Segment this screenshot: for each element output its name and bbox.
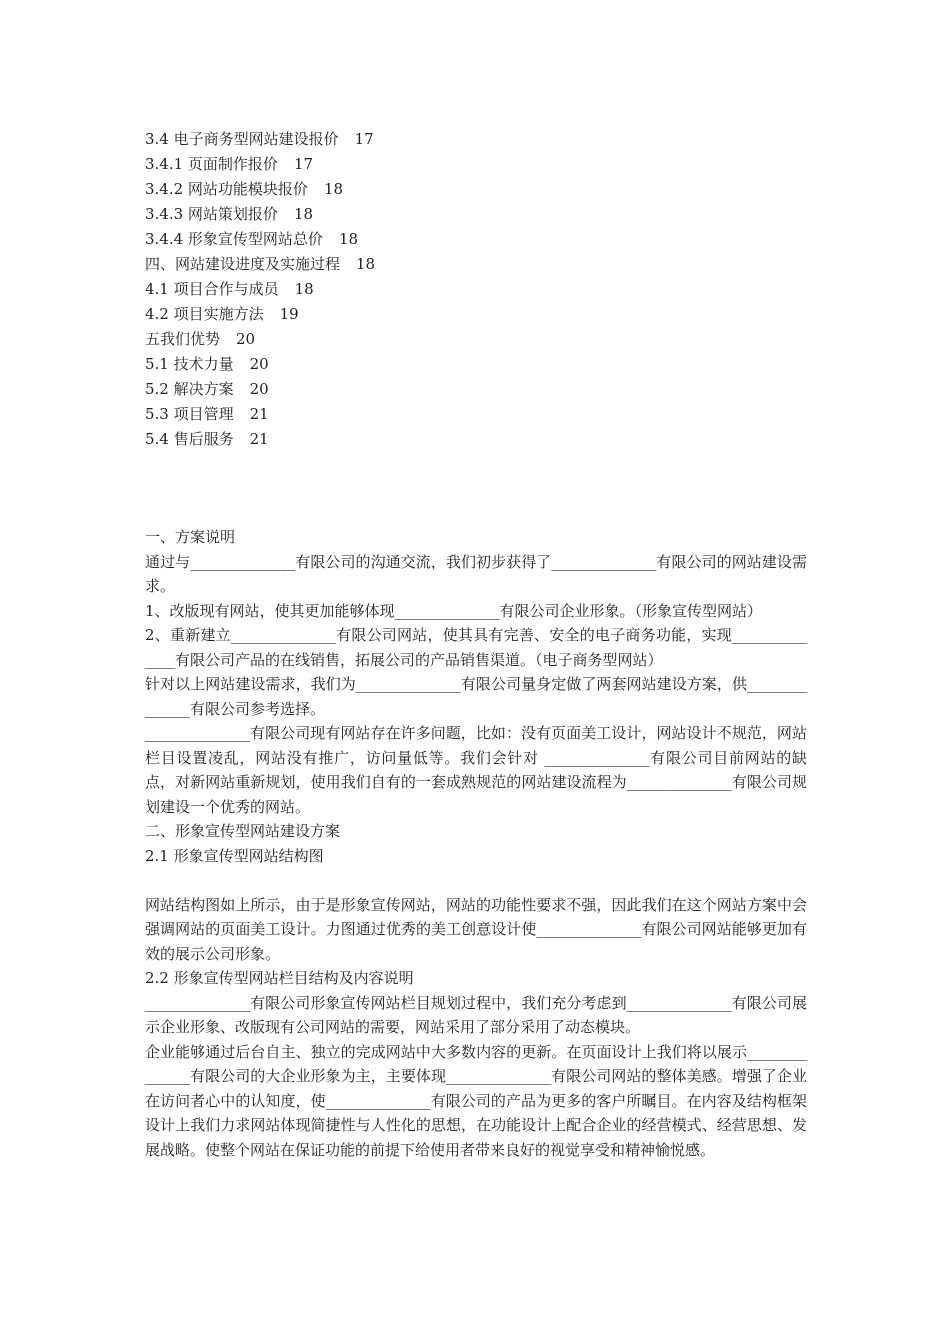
toc-entry (145, 402, 545, 427)
paragraph: 针对以上网站建设需求，我们为______________有限公司量身定做了两套网站建设方案，供______________有限公司参考选择。 (145, 675, 807, 718)
paragraph: 通过与______________有限公司的沟通交流，我们初步获得了______________有限公司的网站建设需求。 (145, 552, 807, 595)
blank-line (145, 868, 807, 893)
section-heading: 一、方案说明 (145, 528, 236, 546)
toc-entry-page: 19 (279, 305, 299, 323)
toc-entry-title: 5.3 项目管理 (145, 405, 234, 423)
toc-entry-page: 18 (293, 205, 314, 223)
paragraph: 1、改版现有网站，使其更加能够体现______________有限公司企业形象。（形象宣传型网站） (145, 601, 763, 620)
toc-entry-title: 3.4.1 页面制作报价 (145, 155, 278, 173)
toc-entry (145, 427, 545, 452)
subsection-heading: 2.2 形象宣传型网站栏目结构及内容说明 (145, 969, 414, 987)
toc-entry (145, 327, 545, 352)
toc-entry-title: 5.1 技术力量 (145, 355, 234, 373)
toc-entry-page: 17 (293, 155, 314, 173)
toc-entry-title: 4.1 项目合作与成员 (145, 280, 279, 298)
toc-entry-page: 21 (249, 430, 269, 448)
toc-entry-title: 3.4.4 形象宣传型网站总价 (145, 230, 323, 248)
paragraph: 2、重新建立______________有限公司网站，使其具有完善、安全的电子商务功能，实现______________有限公司产品的在线销售，拓展公司的产品销售渠道。（电子商务型网站） (145, 626, 807, 669)
toc-entry-title: 4.2 项目实施方法 (145, 305, 264, 323)
toc-entry-page: 20 (249, 380, 269, 398)
toc-entry-title: 3.4.3 网站策划报价 (145, 205, 278, 223)
toc-entry-title: 3.4 电子商务型网站建设报价 (145, 130, 339, 148)
toc-entry-title: 5.4 售后服务 (145, 430, 234, 448)
toc-entry (145, 152, 545, 177)
toc-entry (145, 277, 545, 302)
toc-entry-title: 五我们优势 (145, 330, 221, 348)
document-body (145, 525, 807, 1162)
toc-entry-title: 四、网站建设进度及实施过程 (145, 255, 341, 273)
toc-entry-page: 20 (249, 355, 269, 373)
toc-entry (145, 227, 545, 252)
toc-entry-page: 20 (236, 330, 256, 348)
toc-entry (145, 377, 545, 402)
toc-entry (145, 202, 545, 227)
paragraph: ______________有限公司形象宣传网站栏目规划过程中，我们充分考虑到______________有限公司展示企业形象、改版现有公司网站的需要，网站采用了部分采用了动态模块。 (145, 993, 807, 1036)
table-of-contents (145, 127, 545, 452)
toc-entry-title: 5.2 解决方案 (145, 380, 234, 398)
toc-entry-page: 21 (249, 405, 269, 423)
toc-entry (145, 177, 545, 202)
toc-entry-page: 18 (338, 230, 359, 248)
toc-entry (145, 302, 545, 327)
toc-entry-page: 17 (354, 130, 374, 148)
toc-entry-page: 18 (294, 280, 314, 298)
toc-entry (145, 252, 545, 277)
toc-entry-page: 18 (356, 255, 376, 273)
subsection-heading: 2.1 形象宣传型网站结构图 (145, 846, 324, 865)
toc-entry-page: 18 (323, 180, 344, 198)
paragraph: ______________有限公司现有网站存在许多问题，比如：没有页面美工设计，网站设计不规范，网站栏目设置凌乱，网站没有推广，访问量低等。我们会针对 ______________有限公司目前网站的缺点，对新网站重新规划，使用我们自有的一套成熟规范的网站建设流程为______________有限公司规划建设一个优秀的网站。 (145, 724, 807, 816)
toc-entry (145, 352, 545, 377)
section-heading: 二、形象宣传型网站建设方案 (145, 822, 341, 840)
paragraph: 网站结构图如上所示，由于是形象宣传网站，网站的功能性要求不强，因此我们在这个网站方案中会强调网站的页面美工设计。力图通过优秀的美工创意设计使______________有限公司网站能够更加有效的展示公司形象。 (145, 895, 807, 963)
toc-entry-title: 3.4.2 网站功能模块报价 (145, 180, 308, 198)
paragraph: 企业能够通过后台自主、独立的完成网站中大多数内容的更新。在页面设计上我们将以展示______________有限公司的大企业形象为主，主要体现______________有限公司网站的整体美感。增强了企业在访问者心中的认知度，使______________有限公司的产品为更多的客户所瞩目。在内容及结构框架设计上我们力求网站体现简捷性与人性化的思想，在功能设计上配合企业的经营模式、经营思想、发展战略。使整个网站在保证功能的前提下给使用者带来良好的视觉享受和精神愉悦感。 (145, 1042, 807, 1159)
toc-entry (145, 127, 545, 152)
